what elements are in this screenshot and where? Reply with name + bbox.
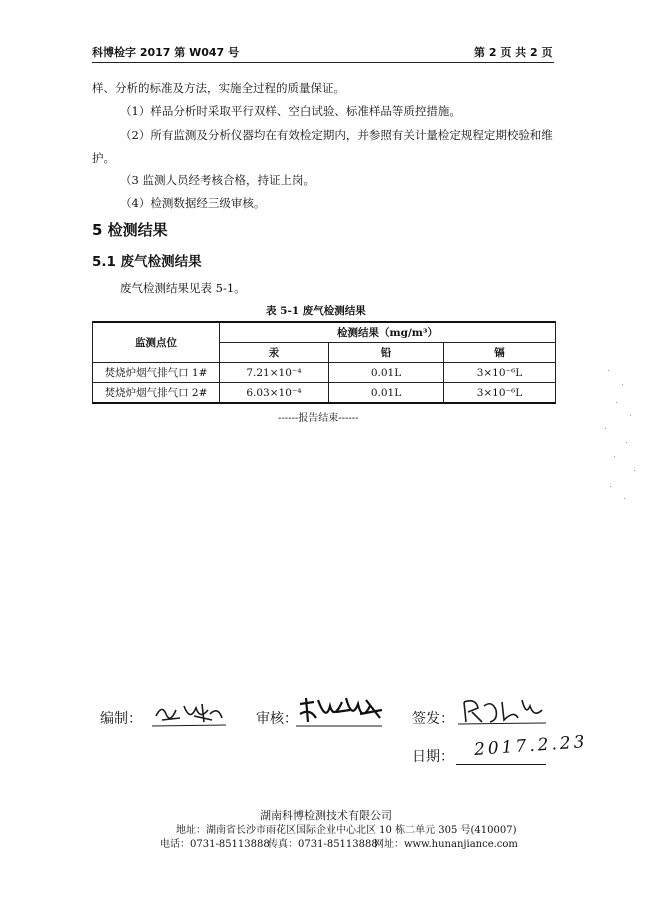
cell-mercury: 6.03×10⁻⁴: [220, 383, 329, 404]
table-row: [93, 363, 556, 383]
approver-signature: [456, 692, 548, 728]
column-header-mercury: 汞: [220, 343, 329, 363]
editor-signature: [150, 696, 230, 728]
column-header-results: 检测结果（mg/m³）: [220, 322, 556, 343]
column-header-point: 监测点位: [93, 322, 220, 363]
company-website: 网址：www.hunanjiance.com: [374, 839, 518, 850]
date-underline: [456, 764, 546, 765]
header-rule: [92, 62, 554, 63]
qc-item-2-cont: 护。: [92, 151, 115, 165]
qc-item-1: （1）样品分析时采取平行双样、空白试验、标准样品等质控措施。: [120, 104, 461, 118]
section-5-title: 5 检测结果: [92, 221, 168, 239]
reviewer-label: 审核：: [256, 711, 298, 727]
intro-line-1: 样、分析的标准及方法，实施全过程的质量保证。: [92, 81, 345, 95]
column-header-cadmium: 镉: [444, 343, 556, 363]
cell-point: 焚烧炉烟气排气口 1#: [93, 363, 220, 383]
cell-cadmium: 3×10⁻⁶L: [444, 363, 556, 383]
waste-gas-results-table: [92, 321, 556, 404]
company-name: 湖南科博检测技术有限公司: [260, 809, 392, 822]
qc-item-4: （4）检测数据经三级审核。: [120, 196, 266, 210]
company-address: 地址：湖南省长沙市雨花区国际企业中心北区 10 栋二单元 305 号(410007): [176, 825, 517, 836]
approver-label: 签发：: [412, 711, 454, 727]
page-info: 第 2 页 共 2 页: [474, 46, 553, 59]
cell-point: 焚烧炉烟气排气口 2#: [93, 383, 220, 404]
cell-mercury: 7.21×10⁻⁴: [220, 363, 329, 383]
company-phone: 电话：0731-85113888: [160, 839, 270, 850]
qc-item-3: （3 监测人员经考核合格，持证上岗。: [120, 173, 315, 187]
date-label: 日期：: [412, 749, 454, 765]
editor-label: 编制：: [100, 711, 142, 727]
cell-lead: 0.01L: [329, 363, 444, 383]
qc-item-2: （2）所有监测及分析仪器均在有效检定期内，并参照有关计量检定规程定期校验和维: [120, 128, 553, 142]
document-number: 科博检字 2017 第 W047 号: [92, 46, 240, 59]
section-5-1-title: 5.1 废气检测结果: [92, 254, 202, 270]
date-value: 2017.2.23: [473, 732, 589, 760]
column-header-lead: 铅: [329, 343, 444, 363]
table-row: [93, 383, 556, 404]
company-fax: 传真：0731-85113888: [268, 839, 378, 850]
table-caption: 表 5-1 废气检测结果: [266, 305, 366, 317]
section-5-1-text: 废气检测结果见表 5-1。: [120, 281, 246, 295]
cell-cadmium: 3×10⁻⁶L: [444, 383, 556, 404]
cell-lead: 0.01L: [329, 383, 444, 404]
reviewer-signature: [296, 692, 386, 732]
report-end-note: ------报告结束------: [278, 413, 359, 424]
